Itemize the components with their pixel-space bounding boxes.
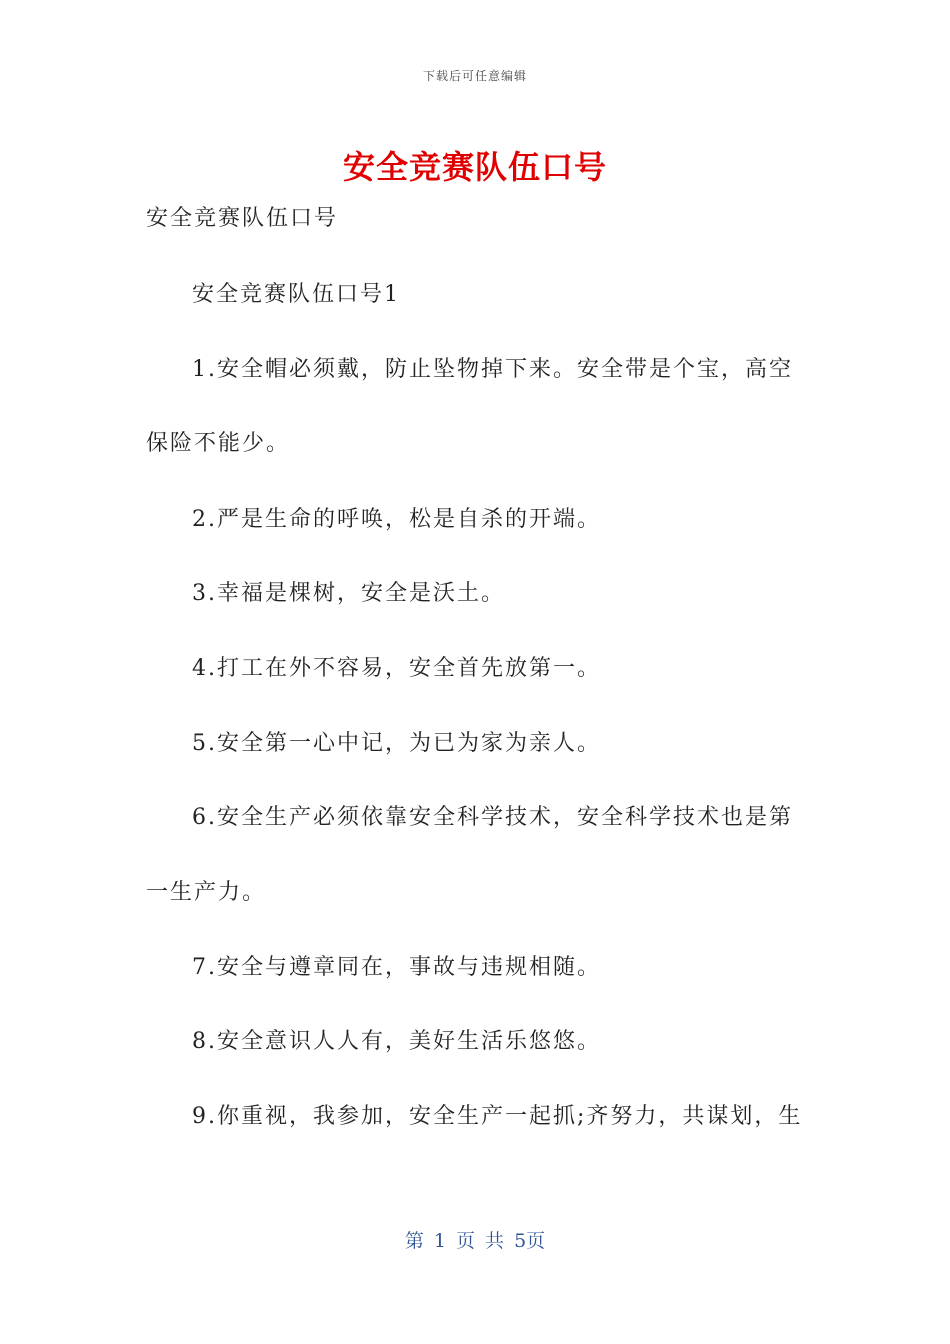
- page-indicator: 第 1 页 共 5页: [404, 1230, 546, 1252]
- header-note: 下载后可任意编辑: [422, 69, 527, 83]
- slogan-9: 9.你重视，我参加，安全生产一起抓;齐努力，共谋划，生: [192, 1104, 803, 1129]
- subtitle-line: 安全竞赛队伍口号: [146, 206, 339, 231]
- slogan-2: 2.严是生命的呼唤，松是自杀的开端。: [192, 507, 601, 532]
- document-title: 安全竞赛队伍口号: [342, 148, 607, 186]
- slogan-1: 1.安全帽必须戴，防止坠物掉下来。安全带是个宝，高空: [192, 357, 793, 382]
- slogan-1-continued: 保险不能少。: [146, 431, 291, 456]
- section-heading: 安全竞赛队伍口号1: [192, 282, 400, 307]
- slogan-8: 8.安全意识人人有，美好生活乐悠悠。: [192, 1029, 601, 1054]
- slogan-6: 6.安全生产必须依靠安全科学技术，安全科学技术也是第: [192, 805, 793, 830]
- slogan-7: 7.安全与遵章同在，事故与违规相随。: [192, 955, 601, 980]
- slogan-4: 4.打工在外不容易，安全首先放第一。: [192, 656, 601, 681]
- slogan-5: 5.安全第一心中记，为已为家为亲人。: [192, 731, 601, 756]
- slogan-6-continued: 一生产力。: [146, 880, 267, 905]
- slogan-3: 3.幸福是棵树，安全是沃土。: [192, 581, 505, 606]
